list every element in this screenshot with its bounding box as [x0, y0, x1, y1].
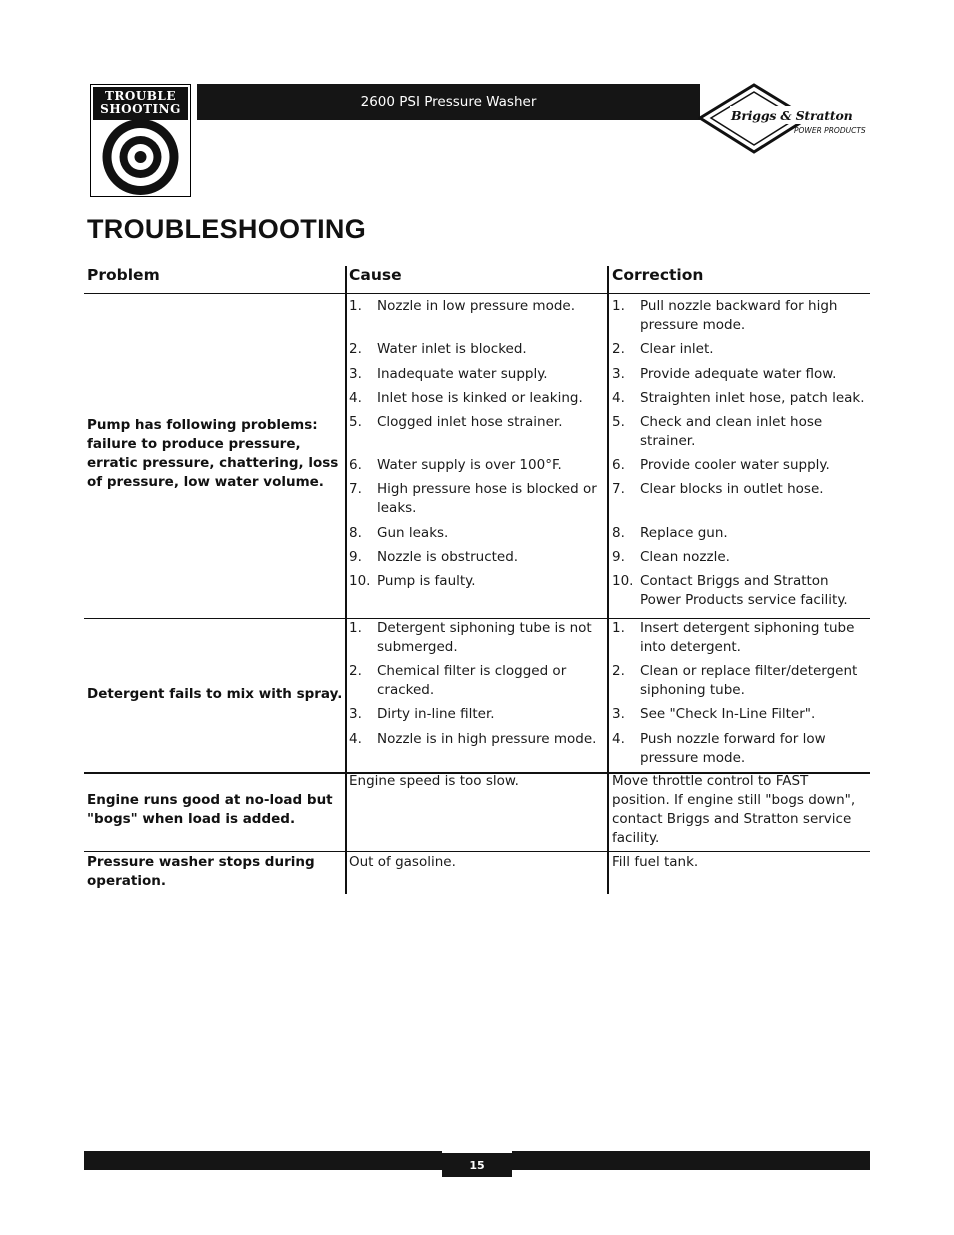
footer-bar-left	[84, 1151, 442, 1170]
correction-throttle: Move throttle control to FAST position. If engine still "bogs down", contact Briggs and Stratton service facility.	[612, 773, 856, 846]
item-number: 10.	[349, 573, 371, 589]
item-number: 9.	[612, 549, 625, 565]
item-number: 1.	[349, 298, 362, 314]
item-text: Nozzle is in high pressure mode.	[377, 731, 597, 747]
item-number: 3.	[349, 366, 362, 382]
item-text: Provide adequate water flow.	[640, 366, 837, 382]
item-text: Pull nozzle backward for high pressure mode.	[640, 298, 838, 333]
column-header-problem: Problem	[87, 266, 160, 284]
item-text: Replace gun.	[640, 525, 728, 541]
problem-detergent: Detergent fails to mix with spray.	[87, 686, 343, 702]
logo-text-line-1: TROUBLE	[104, 89, 177, 103]
item-text: Inlet hose is kinked or leaking.	[377, 390, 583, 406]
item-number: 1.	[612, 298, 625, 314]
troubleshooting-logo	[90, 84, 191, 197]
item-number: 6.	[612, 457, 625, 473]
item-text: Water supply is over 100°F.	[377, 457, 562, 473]
document-title: 2600 PSI Pressure Washer	[360, 94, 537, 110]
item-text: Gun leaks.	[377, 525, 449, 541]
item-text: Check and clean inlet hose strainer.	[640, 414, 823, 449]
item-number: 7.	[612, 481, 625, 497]
item-text: Clean nozzle.	[640, 549, 730, 565]
page-number: 15	[442, 1153, 512, 1177]
brand-subtitle: POWER PRODUCTS	[794, 126, 866, 135]
item-number: 5.	[612, 414, 625, 430]
item-number: 1.	[349, 620, 362, 636]
item-number: 8.	[612, 525, 625, 541]
header-divider	[84, 293, 870, 294]
problem-washer-stops: Pressure washer stops during operation.	[87, 854, 315, 889]
item-text: Clogged inlet hose strainer.	[377, 414, 563, 430]
item-text: Nozzle in low pressure mode.	[377, 298, 575, 314]
column-header-correction: Correction	[612, 266, 704, 284]
target-icon	[91, 118, 190, 196]
item-number: 3.	[612, 706, 625, 722]
correction-fill-tank: Fill fuel tank.	[612, 854, 699, 870]
item-number: 10.	[612, 573, 634, 589]
brand-logo	[698, 82, 870, 156]
item-text: Clear inlet.	[640, 341, 714, 357]
cause-out-of-gasoline: Out of gasoline.	[349, 854, 456, 870]
item-number: 2.	[349, 663, 362, 679]
item-text: Water inlet is blocked.	[377, 341, 527, 357]
problem-engine-bogs: Engine runs good at no-load but "bogs" when load is added.	[87, 792, 333, 827]
item-text: Provide cooler water supply.	[640, 457, 830, 473]
item-number: 5.	[349, 414, 362, 430]
column-divider-2	[607, 266, 609, 894]
problem-pump: Pump has following problems: failure to produce pressure, erratic pressure, chattering, loss of pressure, low water volume.	[87, 417, 339, 490]
logo-text-line-2: SHOOTING	[100, 102, 181, 116]
page-title: TROUBLESHOOTING	[87, 214, 366, 244]
footer-bar-right	[512, 1151, 870, 1170]
item-text: Straighten inlet hose, patch leak.	[640, 390, 865, 406]
column-header-cause: Cause	[349, 266, 402, 284]
item-text: Clean or replace filter/detergent siphoning tube.	[640, 663, 858, 698]
item-number: 3.	[612, 366, 625, 382]
logo-label	[93, 87, 188, 120]
item-number: 8.	[349, 525, 362, 541]
brand-name: Briggs & Stratton	[731, 108, 853, 123]
item-number: 2.	[612, 663, 625, 679]
item-text: Insert detergent siphoning tube into detergent.	[640, 620, 855, 655]
item-text: Contact Briggs and Stratton Power Products service facility.	[640, 573, 848, 608]
item-number: 4.	[349, 731, 362, 747]
item-number: 7.	[349, 481, 362, 497]
item-number: 6.	[349, 457, 362, 473]
column-divider-1	[345, 266, 347, 894]
item-number: 4.	[612, 390, 625, 406]
document-title-bar	[197, 84, 700, 120]
item-text: Inadequate water supply.	[377, 366, 548, 382]
item-number: 2.	[349, 341, 362, 357]
item-text: Detergent siphoning tube is not submerged.	[377, 620, 592, 655]
item-number: 4.	[612, 731, 625, 747]
item-text: Dirty in-line filter.	[377, 706, 495, 722]
cause-engine-speed: Engine speed is too slow.	[349, 773, 519, 789]
item-number: 9.	[349, 549, 362, 565]
item-text: Pump is faulty.	[377, 573, 476, 589]
item-text: High pressure hose is blocked or leaks.	[377, 481, 597, 516]
item-number: 1.	[612, 620, 625, 636]
item-text: Chemical filter is clogged or cracked.	[377, 663, 567, 698]
item-text: Clear blocks in outlet hose.	[640, 481, 824, 497]
item-number: 4.	[349, 390, 362, 406]
item-number: 2.	[612, 341, 625, 357]
row-divider-3	[84, 851, 870, 852]
item-text: See "Check In-Line Filter".	[640, 706, 816, 722]
item-text: Nozzle is obstructed.	[377, 549, 519, 565]
item-text: Push nozzle forward for low pressure mode.	[640, 731, 826, 766]
item-number: 3.	[349, 706, 362, 722]
